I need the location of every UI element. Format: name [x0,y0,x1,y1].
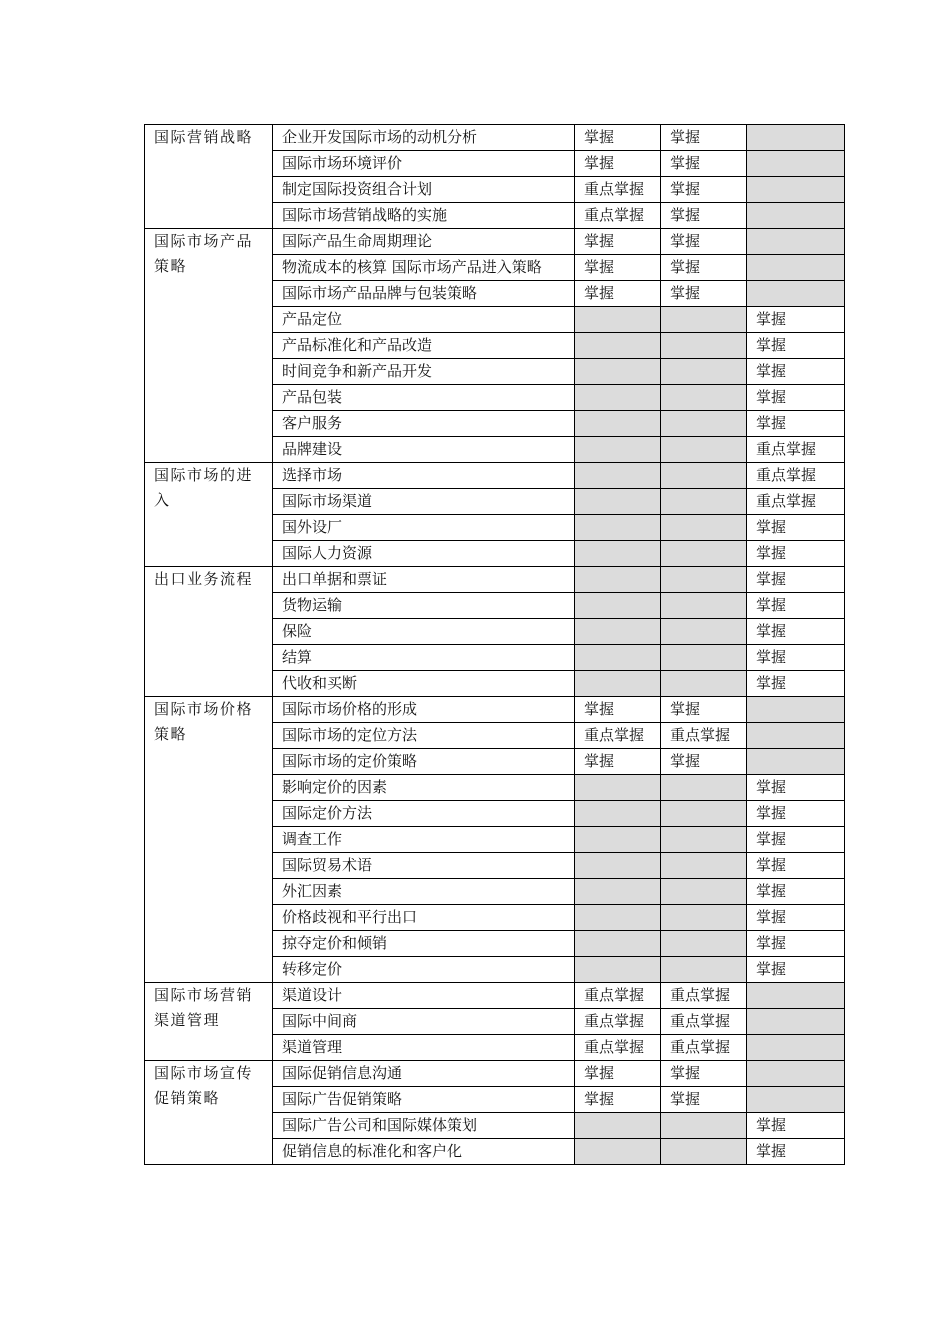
topic-cell: 促销信息的标准化和客户化 [273,1139,575,1165]
level-cell-l2: 掌握 [661,281,747,307]
level-cell-l1: 重点掌握 [575,983,661,1009]
table-row [145,463,845,489]
topic-cell: 制定国际投资组合计划 [273,177,575,203]
level-cell-l2 [661,1113,747,1139]
module-name-cell: 国际营销战略 [145,125,273,229]
table-row [145,567,845,593]
table-row [145,697,845,723]
syllabus-table-body [145,125,845,1165]
level-cell-l2 [661,957,747,983]
level-cell-l2: 掌握 [661,125,747,151]
module-name-cell: 国际市场宣传促销策略 [145,1061,273,1165]
topic-cell: 国际广告促销策略 [273,1087,575,1113]
level-cell-l1 [575,827,661,853]
level-cell-l3: 掌握 [747,931,845,957]
topic-cell: 国际贸易术语 [273,853,575,879]
level-cell-l2: 掌握 [661,749,747,775]
table-row [145,1061,845,1087]
level-cell-l2: 重点掌握 [661,983,747,1009]
level-cell-l1 [575,931,661,957]
topic-cell: 国际市场渠道 [273,489,575,515]
level-cell-l1: 掌握 [575,697,661,723]
level-cell-l3 [747,1009,845,1035]
level-cell-l3: 重点掌握 [747,489,845,515]
level-cell-l3: 掌握 [747,359,845,385]
level-cell-l2 [661,879,747,905]
level-cell-l2 [661,1139,747,1165]
level-cell-l1: 重点掌握 [575,723,661,749]
level-cell-l2: 掌握 [661,697,747,723]
level-cell-l1: 掌握 [575,1061,661,1087]
topic-cell: 国际市场价格的形成 [273,697,575,723]
topic-cell: 国际定价方法 [273,801,575,827]
level-cell-l3: 掌握 [747,879,845,905]
level-cell-l3: 掌握 [747,411,845,437]
topic-cell: 选择市场 [273,463,575,489]
level-cell-l1 [575,411,661,437]
level-cell-l3: 掌握 [747,775,845,801]
level-cell-l3: 重点掌握 [747,437,845,463]
level-cell-l2 [661,931,747,957]
level-cell-l3: 掌握 [747,671,845,697]
topic-cell: 转移定价 [273,957,575,983]
level-cell-l2 [661,593,747,619]
level-cell-l1: 重点掌握 [575,1009,661,1035]
topic-cell: 货物运输 [273,593,575,619]
table-row [145,125,845,151]
topic-cell: 企业开发国际市场的动机分析 [273,125,575,151]
syllabus-table [144,124,845,1165]
level-cell-l3 [747,983,845,1009]
level-cell-l3: 掌握 [747,905,845,931]
level-cell-l3 [747,229,845,255]
level-cell-l2 [661,411,747,437]
level-cell-l2 [661,619,747,645]
level-cell-l3: 掌握 [747,827,845,853]
level-cell-l3: 掌握 [747,385,845,411]
topic-cell: 国际市场产品品牌与包装策略 [273,281,575,307]
level-cell-l3: 掌握 [747,333,845,359]
level-cell-l3 [747,125,845,151]
topic-cell: 产品标准化和产品改造 [273,333,575,359]
topic-cell: 影响定价的因素 [273,775,575,801]
level-cell-l1 [575,489,661,515]
level-cell-l3: 掌握 [747,593,845,619]
level-cell-l1 [575,801,661,827]
level-cell-l2 [661,463,747,489]
level-cell-l1 [575,905,661,931]
level-cell-l1 [575,619,661,645]
level-cell-l1 [575,593,661,619]
topic-cell: 保险 [273,619,575,645]
level-cell-l3 [747,255,845,281]
level-cell-l2 [661,775,747,801]
level-cell-l2 [661,671,747,697]
level-cell-l3: 掌握 [747,853,845,879]
level-cell-l1: 掌握 [575,749,661,775]
level-cell-l3 [747,1061,845,1087]
level-cell-l3: 掌握 [747,541,845,567]
level-cell-l3: 掌握 [747,307,845,333]
topic-cell: 国际促销信息沟通 [273,1061,575,1087]
level-cell-l1: 掌握 [575,1087,661,1113]
level-cell-l1 [575,671,661,697]
topic-cell: 国际中间商 [273,1009,575,1035]
level-cell-l2 [661,515,747,541]
level-cell-l1: 掌握 [575,281,661,307]
topic-cell: 掠夺定价和倾销 [273,931,575,957]
level-cell-l1 [575,515,661,541]
level-cell-l3 [747,177,845,203]
module-name-cell: 国际市场的进入 [145,463,273,567]
level-cell-l2 [661,853,747,879]
level-cell-l1 [575,957,661,983]
level-cell-l1 [575,1139,661,1165]
topic-cell: 调查工作 [273,827,575,853]
level-cell-l2: 掌握 [661,255,747,281]
module-name-cell: 出口业务流程 [145,567,273,697]
level-cell-l3: 掌握 [747,1113,845,1139]
topic-cell: 渠道设计 [273,983,575,1009]
level-cell-l1: 掌握 [575,125,661,151]
topic-cell: 国际产品生命周期理论 [273,229,575,255]
level-cell-l3: 掌握 [747,515,845,541]
level-cell-l2 [661,645,747,671]
level-cell-l3 [747,1087,845,1113]
level-cell-l2 [661,567,747,593]
topic-cell: 国际市场的定价策略 [273,749,575,775]
level-cell-l3 [747,1035,845,1061]
level-cell-l2: 重点掌握 [661,1035,747,1061]
level-cell-l3 [747,203,845,229]
level-cell-l1 [575,307,661,333]
level-cell-l1: 重点掌握 [575,1035,661,1061]
level-cell-l2: 掌握 [661,1061,747,1087]
topic-cell: 品牌建设 [273,437,575,463]
level-cell-l1 [575,853,661,879]
table-row [145,983,845,1009]
level-cell-l2: 掌握 [661,177,747,203]
level-cell-l3 [747,151,845,177]
topic-cell: 国际市场的定位方法 [273,723,575,749]
level-cell-l1 [575,541,661,567]
level-cell-l3: 掌握 [747,957,845,983]
topic-cell: 代收和买断 [273,671,575,697]
topic-cell: 客户服务 [273,411,575,437]
topic-cell: 物流成本的核算 国际市场产品进入策略 [273,255,575,281]
level-cell-l1: 掌握 [575,255,661,281]
topic-cell: 国外设厂 [273,515,575,541]
level-cell-l2 [661,827,747,853]
level-cell-l2 [661,307,747,333]
level-cell-l1: 掌握 [575,229,661,255]
level-cell-l2 [661,905,747,931]
level-cell-l1: 重点掌握 [575,177,661,203]
level-cell-l1 [575,645,661,671]
level-cell-l2: 掌握 [661,151,747,177]
level-cell-l3: 掌握 [747,619,845,645]
level-cell-l3: 掌握 [747,567,845,593]
level-cell-l3: 掌握 [747,1139,845,1165]
level-cell-l1: 重点掌握 [575,203,661,229]
topic-cell: 国际市场营销战略的实施 [273,203,575,229]
level-cell-l1 [575,333,661,359]
level-cell-l3 [747,749,845,775]
level-cell-l3 [747,281,845,307]
level-cell-l2 [661,801,747,827]
level-cell-l3: 掌握 [747,645,845,671]
level-cell-l3: 重点掌握 [747,463,845,489]
level-cell-l1 [575,567,661,593]
topic-cell: 国际人力资源 [273,541,575,567]
level-cell-l2: 重点掌握 [661,723,747,749]
topic-cell: 外汇因素 [273,879,575,905]
level-cell-l1: 掌握 [575,151,661,177]
table-row [145,229,845,255]
level-cell-l1 [575,463,661,489]
topic-cell: 渠道管理 [273,1035,575,1061]
topic-cell: 价格歧视和平行出口 [273,905,575,931]
level-cell-l2 [661,541,747,567]
level-cell-l2: 掌握 [661,203,747,229]
level-cell-l1 [575,1113,661,1139]
level-cell-l1 [575,437,661,463]
level-cell-l1 [575,385,661,411]
topic-cell: 国际市场环境评价 [273,151,575,177]
level-cell-l2 [661,385,747,411]
level-cell-l1 [575,775,661,801]
level-cell-l3 [747,723,845,749]
topic-cell: 产品定位 [273,307,575,333]
level-cell-l1 [575,359,661,385]
topic-cell: 结算 [273,645,575,671]
level-cell-l1 [575,879,661,905]
level-cell-l2 [661,333,747,359]
level-cell-l2: 掌握 [661,1087,747,1113]
topic-cell: 产品包装 [273,385,575,411]
topic-cell: 出口单据和票证 [273,567,575,593]
level-cell-l2 [661,489,747,515]
level-cell-l2: 重点掌握 [661,1009,747,1035]
level-cell-l2 [661,437,747,463]
level-cell-l3: 掌握 [747,801,845,827]
module-name-cell: 国际市场产品策略 [145,229,273,463]
module-name-cell: 国际市场营销渠道管理 [145,983,273,1061]
topic-cell: 时间竞争和新产品开发 [273,359,575,385]
module-name-cell: 国际市场价格策略 [145,697,273,983]
topic-cell: 国际广告公司和国际媒体策划 [273,1113,575,1139]
level-cell-l3 [747,697,845,723]
level-cell-l2 [661,359,747,385]
level-cell-l2: 掌握 [661,229,747,255]
